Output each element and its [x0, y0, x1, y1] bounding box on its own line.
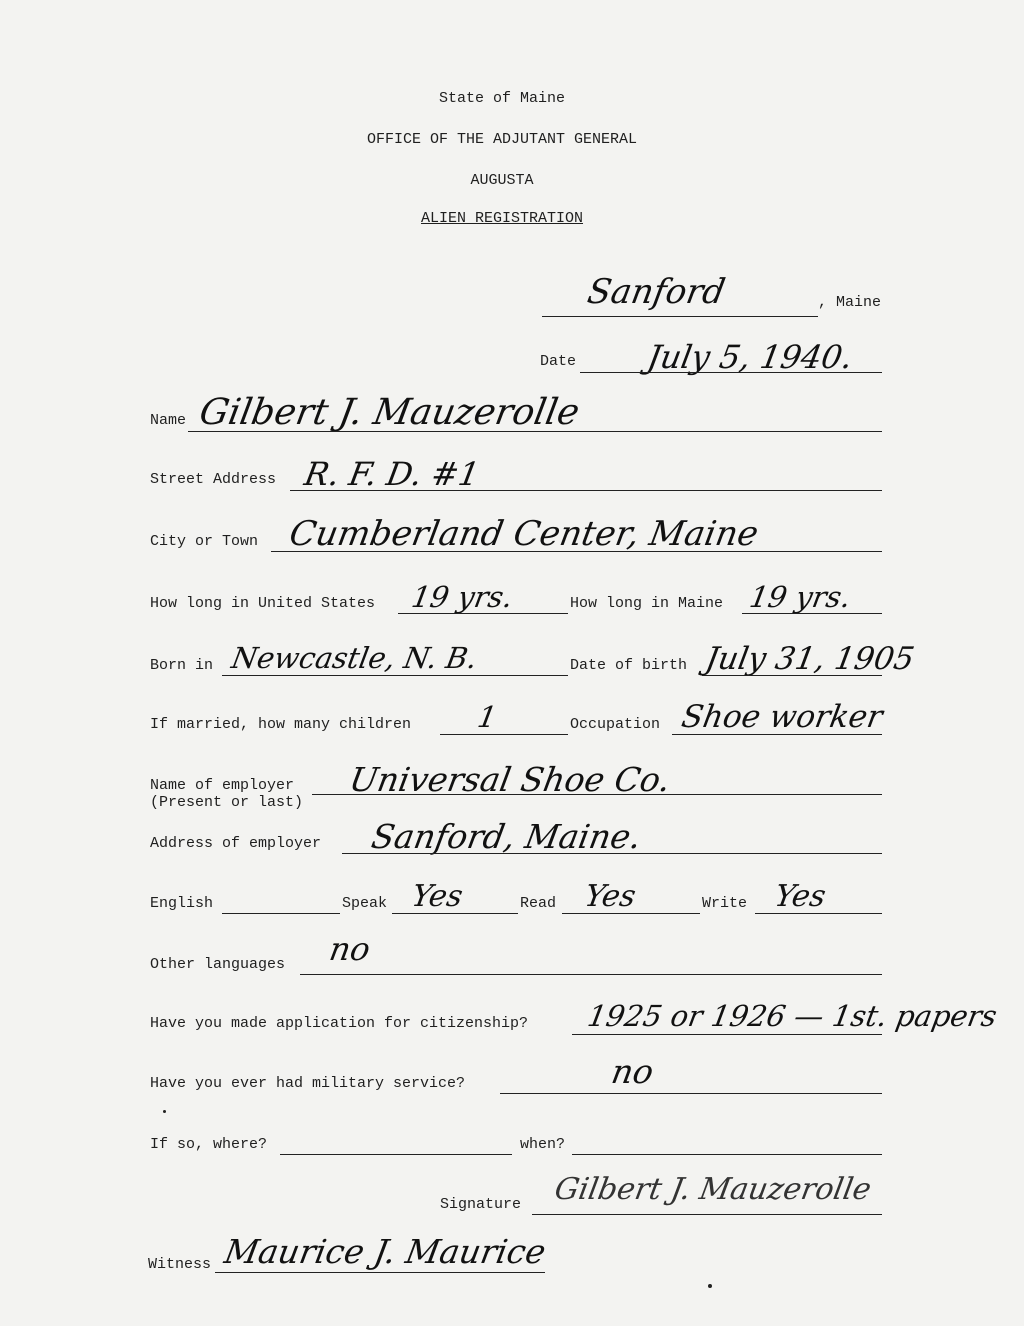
speak-label: Speak — [342, 895, 388, 912]
employer-address-line — [342, 853, 882, 854]
dob-label: Date of birth — [570, 657, 688, 674]
military-value: no — [608, 1052, 657, 1091]
dob-line — [702, 675, 882, 676]
how-long-maine-line — [742, 613, 882, 614]
born-in-label: Born in — [150, 657, 214, 674]
city-value: Cumberland Center, Maine — [286, 514, 762, 554]
write-line — [755, 913, 882, 914]
city-label: City or Town — [150, 533, 259, 550]
place-line — [542, 316, 818, 317]
occupation-label: Occupation — [570, 716, 661, 733]
read-label: Read — [520, 895, 557, 912]
born-in-value: Newcastle, N. B. — [229, 641, 480, 675]
street-value: R. F. D. #1 — [301, 455, 483, 493]
read-line — [562, 913, 700, 914]
employer-sublabel: (Present or last) — [150, 794, 304, 811]
employer-label: Name of employer — [150, 777, 295, 794]
stray-ink-dot — [163, 1110, 166, 1113]
how-long-us-label: How long in United States — [150, 595, 376, 612]
employer-line — [312, 794, 882, 795]
form-title: ALIEN REGISTRATION — [420, 210, 584, 227]
city-line — [271, 551, 882, 552]
citizenship-value: 1925 or 1926 — 1st. papers — [585, 999, 1000, 1033]
born-in-line — [222, 675, 568, 676]
name-line — [188, 431, 882, 432]
date-label: Date — [540, 353, 577, 370]
place-suffix: , Maine — [818, 294, 882, 311]
write-label: Write — [702, 895, 748, 912]
other-languages-line — [300, 974, 882, 975]
where-line — [280, 1154, 512, 1155]
read-value: Yes — [581, 879, 639, 914]
date-line — [580, 372, 882, 373]
when-label: when? — [520, 1136, 566, 1153]
children-value: 1 — [475, 700, 500, 734]
when-line — [572, 1154, 882, 1155]
date-value: July 5, 1940. — [644, 338, 856, 376]
children-line — [440, 734, 568, 735]
employer-address-label: Address of employer — [150, 835, 322, 852]
signature-value: Gilbert J. Mauzerolle — [551, 1172, 874, 1207]
street-line — [290, 490, 882, 491]
witness-line — [215, 1272, 545, 1273]
signature-line — [532, 1214, 882, 1215]
other-languages-value: no — [326, 930, 374, 968]
english-label: English — [150, 895, 214, 912]
place-value: Sanford — [584, 272, 729, 312]
english-line — [222, 913, 340, 914]
name-value: Gilbert J. Mauzerolle — [196, 392, 583, 433]
occupation-value: Shoe worker — [678, 699, 886, 735]
occupation-line — [672, 734, 882, 735]
other-languages-label: Other languages — [150, 956, 286, 973]
employer-value: Universal Shoe Co. — [346, 760, 674, 799]
military-label: Have you ever had military service? — [150, 1075, 466, 1092]
speak-line — [392, 913, 518, 914]
where-label: If so, where? — [150, 1136, 268, 1153]
children-label: If married, how many children — [150, 716, 412, 733]
dob-value: July 31, 1905 — [702, 641, 917, 677]
header-office: OFFICE OF THE ADJUTANT GENERAL — [366, 131, 638, 148]
stray-ink-dot-2 — [708, 1284, 712, 1288]
signature-label: Signature — [440, 1196, 522, 1213]
how-long-maine-label: How long in Maine — [570, 595, 724, 612]
how-long-maine-value: 19 yrs. — [747, 580, 854, 614]
street-label: Street Address — [150, 471, 277, 488]
how-long-us-line — [398, 613, 568, 614]
speak-value: Yes — [408, 879, 466, 914]
military-line — [500, 1093, 882, 1094]
employer-address-value: Sanford, Maine. — [368, 817, 645, 856]
citizenship-label: Have you made application for citizenship? — [150, 1015, 529, 1032]
citizenship-line — [572, 1034, 882, 1035]
name-label: Name — [150, 412, 187, 429]
witness-value: Maurice J. Maurice — [221, 1232, 549, 1271]
write-value: Yes — [771, 879, 829, 914]
header-city: AUGUSTA — [470, 172, 534, 189]
witness-label: Witness — [148, 1256, 212, 1273]
header-state: State of Maine — [438, 90, 566, 107]
how-long-us-value: 19 yrs. — [409, 580, 516, 614]
